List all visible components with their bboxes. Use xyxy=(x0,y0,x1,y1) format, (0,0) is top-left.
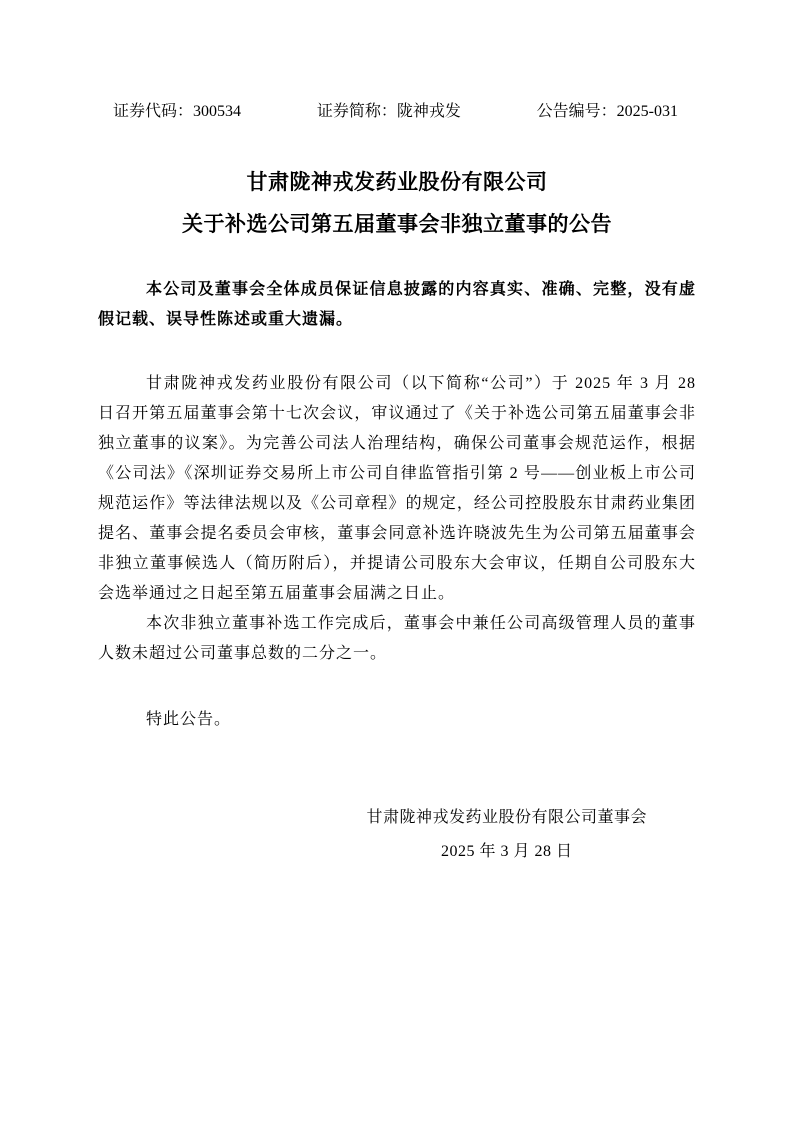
announcement-number: 公告编号：2025-031 xyxy=(536,103,678,120)
company-name-title: 甘肃陇神戎发药业股份有限公司 xyxy=(246,170,548,194)
stock-code: 证券代码：300534 xyxy=(113,103,242,120)
signature-company: 甘肃陇神戎发药业股份有限公司董事会 xyxy=(366,809,647,826)
signature-date: 2025 年 3 月 28 日 xyxy=(440,843,573,860)
body-paragraph-2: 本次非独立董事补选工作完成后，董事会中兼任公司高级管理人员的董事人数未超过公司董事总数的二分之一。 xyxy=(98,615,696,662)
body-paragraph-1: 甘肃陇神戎发药业股份有限公司（以下简称“公司”）于 2025 年 3 月 28 日召开第五届董事会第十七次会议，审议通过了《关于补选公司第五届董事会非独立董事的议案》。为完善公司法人治理结构，确保公司董事会规范运作，根据《公司法》《深圳证券交易所上市公司自律监管指引第 2 号——创业板上市公司规范运作》等法律法规以及《公司章程》的规定，经公司控股股东甘肃药业集团提名、董事会提名委员会审核，董事会同意补选许晓波先生为公司第五届董事会非独立董事候选人（简历附后），并提请公司股东大会审议，任期自公司股东大会选举通过之日起至第五届董事会届满之日止。 xyxy=(98,375,696,602)
document-header xyxy=(98,0,696,121)
signature-block xyxy=(366,801,647,869)
closing-statement: 特此公告。 xyxy=(146,711,232,728)
announcement-title: 关于补选公司第五届董事会非独立董事的公告 xyxy=(182,212,612,236)
declaration-paragraph: 本公司及董事会全体成员保证信息披露的内容真实、准确、完整，没有虚假记载、误导性陈述或重大遗漏。 xyxy=(98,281,696,328)
stock-abbr: 证券简称：陇神戎发 xyxy=(316,103,461,120)
title-block xyxy=(98,161,696,245)
